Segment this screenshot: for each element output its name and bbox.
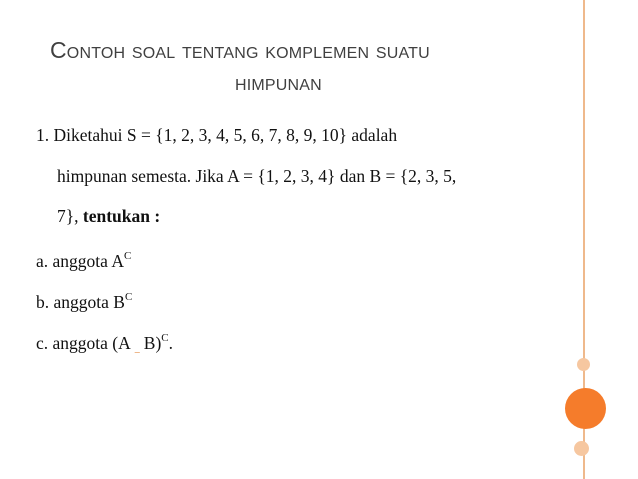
decorative-dot-small-top: [577, 358, 590, 371]
problem-line-1: 1. Diketahui S = {1, 2, 3, 4, 5, 6, 7, 8, 9, 10} adalah: [36, 125, 398, 145]
question-a-superscript: C: [123, 250, 132, 262]
problem-instruction: tentukan :: [82, 206, 161, 226]
question-c-text: c. anggota (A: [36, 333, 131, 353]
question-b-text: b. anggota B: [36, 292, 125, 312]
question-b-superscript: C: [124, 291, 133, 303]
question-c: [36, 332, 173, 354]
question-b: [36, 291, 132, 313]
problem-line-3: [57, 206, 160, 227]
question-a-text: a. anggota A: [36, 251, 124, 271]
slide-title: [40, 34, 560, 98]
title-line-1: Contoh soal tentang komplemen suatu: [50, 37, 430, 63]
problem-line-3-prefix: 7},: [57, 206, 79, 226]
set-operator-symbol: _: [134, 343, 140, 354]
question-a: [36, 250, 131, 272]
problem-line-2: himpunan semesta. Jika A = {1, 2, 3, 4} dan B = {2, 3, 5,: [57, 166, 457, 186]
question-c-end: .: [168, 333, 173, 353]
question-c-superscript: C: [161, 332, 169, 344]
title-line-2: himpunan: [235, 69, 322, 95]
question-c-after: B): [143, 333, 162, 353]
decorative-dot-small-bottom: [574, 441, 589, 456]
decorative-dot-large: [565, 388, 606, 429]
